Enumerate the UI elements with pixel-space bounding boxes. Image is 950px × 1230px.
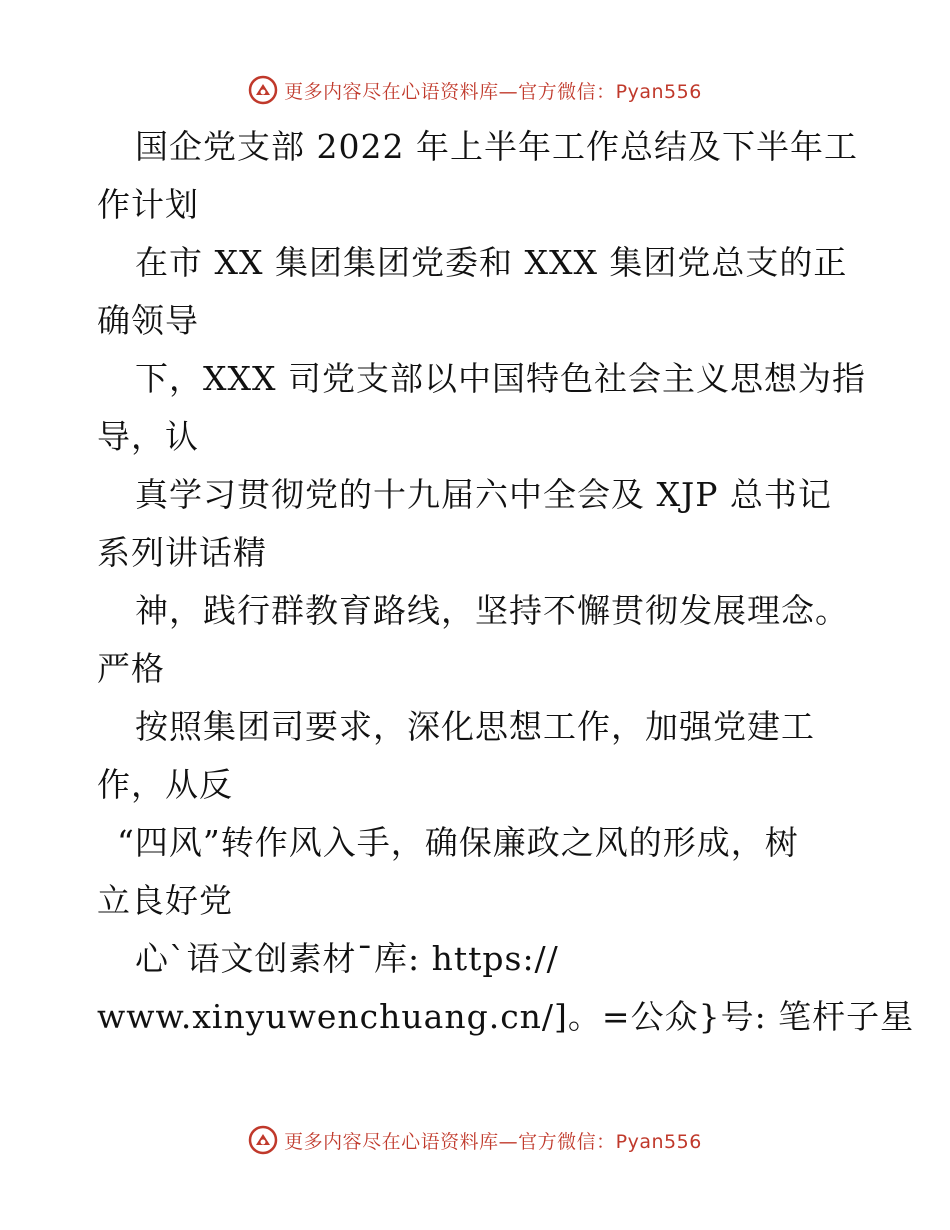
page-footer-watermark [0, 1123, 950, 1157]
text-line: 国企党支部 2022 年上半年工作总结及下半年工 [135, 127, 858, 166]
text-line: 系列讲话精 [97, 533, 267, 572]
text-line: 在市 XX 集团集团党委和 XXX 集团党总支的正 [135, 243, 848, 282]
text-line: www.xinyuwenchuang.cn/]。=公众}号: 笔杆子星 [97, 997, 915, 1036]
text-line: 导，认 [97, 417, 199, 456]
document-body [97, 118, 915, 1046]
text-line: 作计划 [97, 185, 199, 224]
text-line: 下，XXX 司党支部以中国特色社会主义思想为指 [135, 359, 866, 398]
text-line: 立良好党 [97, 881, 233, 920]
text-line: 按照集团司要求，深化思想工作，加强党建工 [135, 707, 815, 746]
text-line: 神，践行群教育路线，坚持不懈贯彻发展理念。 [135, 591, 849, 630]
brand-logo-icon [248, 1125, 278, 1155]
brand-logo-icon [248, 75, 278, 105]
text-line: 真学习贯彻党的十九届六中全会及 XJP 总书记 [135, 475, 832, 514]
text-line: “四风”转作风入手，确保廉政之风的形成，树 [117, 823, 799, 862]
footer-watermark-text: 更多内容尽在心语资料库—官方微信：Pyan556 [284, 1130, 702, 1153]
page-header-watermark [0, 73, 950, 107]
text-line: 确领导 [97, 301, 199, 340]
header-watermark-text: 更多内容尽在心语资料库—官方微信：Pyan556 [284, 80, 702, 103]
text-line: 心`语文创素材¯库: https:// [135, 939, 559, 978]
text-line: 严格 [97, 649, 165, 688]
text-line: 作，从反 [97, 765, 233, 804]
